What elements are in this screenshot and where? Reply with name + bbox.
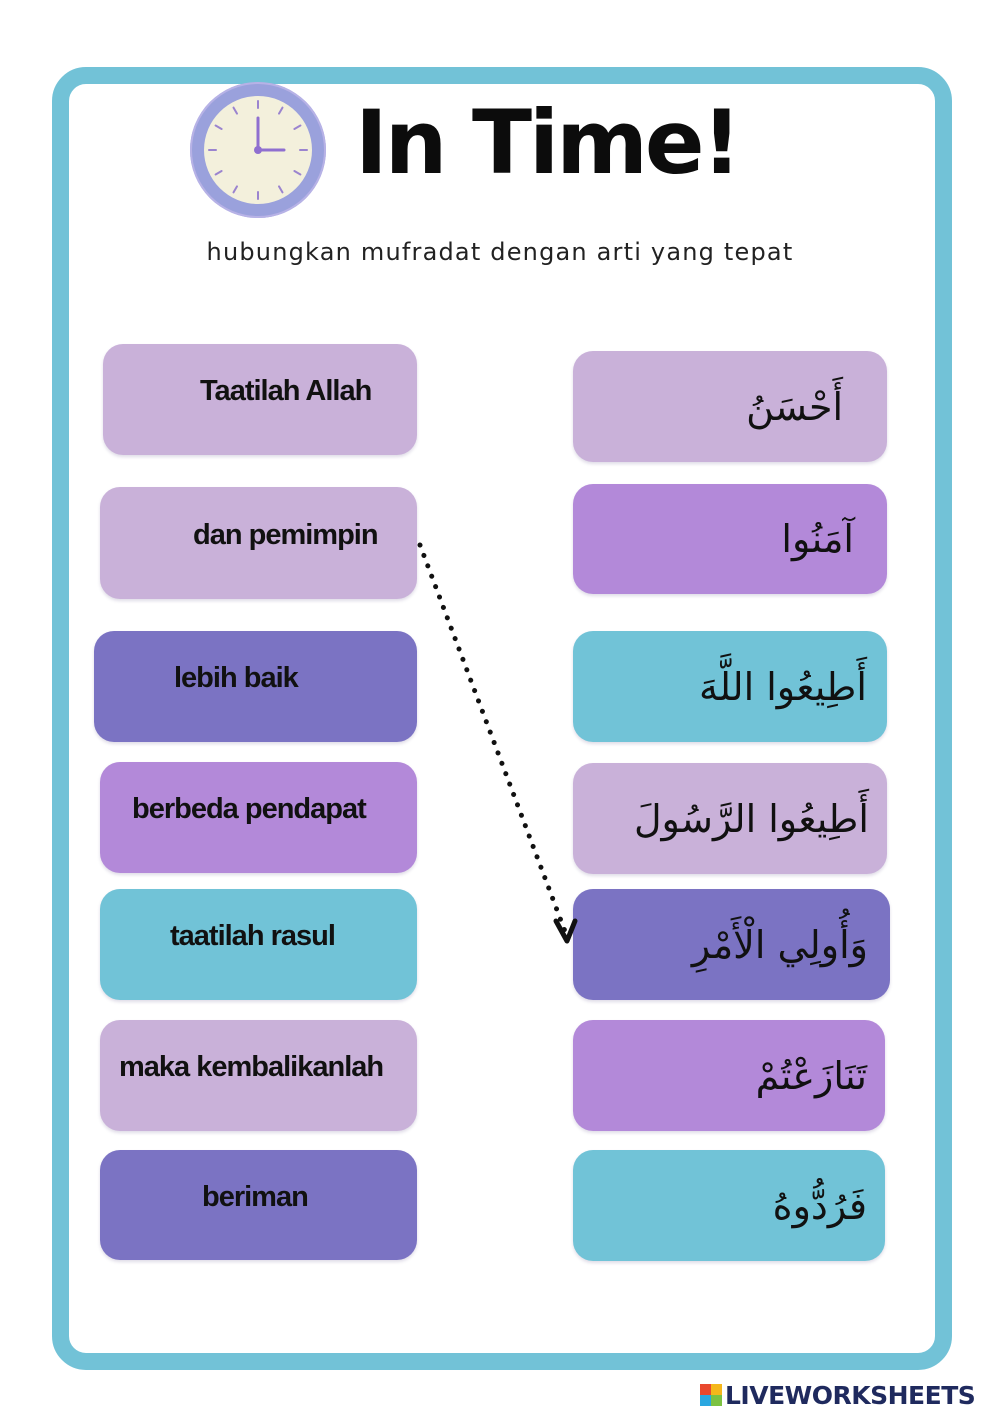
left-item-6[interactable] <box>100 1020 417 1131</box>
right-item-1[interactable] <box>573 351 887 462</box>
left-item-1[interactable] <box>103 344 417 455</box>
right-item-label: آمَنُوا <box>781 517 854 561</box>
left-item-label: dan pemimpin <box>193 518 378 551</box>
left-item-3[interactable] <box>94 631 417 742</box>
left-item-label: berbeda pendapat <box>132 793 366 825</box>
right-item-label: تَنَازَعْتُمْ <box>755 1053 867 1098</box>
right-item-label: أَطِيعُوا اللَّهَ <box>699 664 867 709</box>
left-item-label: Taatilah Allah <box>200 375 372 407</box>
right-item-label: وَأُولِي الْأَمْرِ <box>691 922 868 967</box>
right-item-7[interactable] <box>573 1150 885 1261</box>
liveworksheets-logo-icon <box>700 1384 722 1406</box>
brand-name: LIVEWORKSHEETS <box>725 1380 976 1410</box>
left-item-label: lebih baik <box>174 662 298 694</box>
page-title: In Time! <box>355 91 739 194</box>
right-item-label: أَحْسَنُ <box>746 384 843 429</box>
left-item-label: maka kembalikanlah <box>119 1051 384 1083</box>
right-item-6[interactable] <box>573 1020 885 1131</box>
right-item-label: فَرُدُّوهُ <box>772 1183 867 1228</box>
brand-footer[interactable] <box>700 1378 975 1412</box>
left-item-5[interactable] <box>100 889 417 1000</box>
clock-icon <box>190 82 326 218</box>
right-item-label: أَطِيعُوا الرَّسُولَ <box>633 796 869 841</box>
left-item-label: taatilah rasul <box>170 920 335 952</box>
instructions: hubungkan mufradat dengan arti yang tepat <box>206 238 794 266</box>
right-item-5[interactable] <box>573 889 890 1000</box>
right-item-4[interactable] <box>573 763 887 874</box>
left-item-label: beriman <box>202 1180 308 1213</box>
left-item-4[interactable] <box>100 762 417 873</box>
right-item-2[interactable] <box>573 484 887 594</box>
right-item-3[interactable] <box>573 631 887 742</box>
left-item-2[interactable] <box>100 487 417 599</box>
left-item-7[interactable] <box>100 1150 417 1260</box>
